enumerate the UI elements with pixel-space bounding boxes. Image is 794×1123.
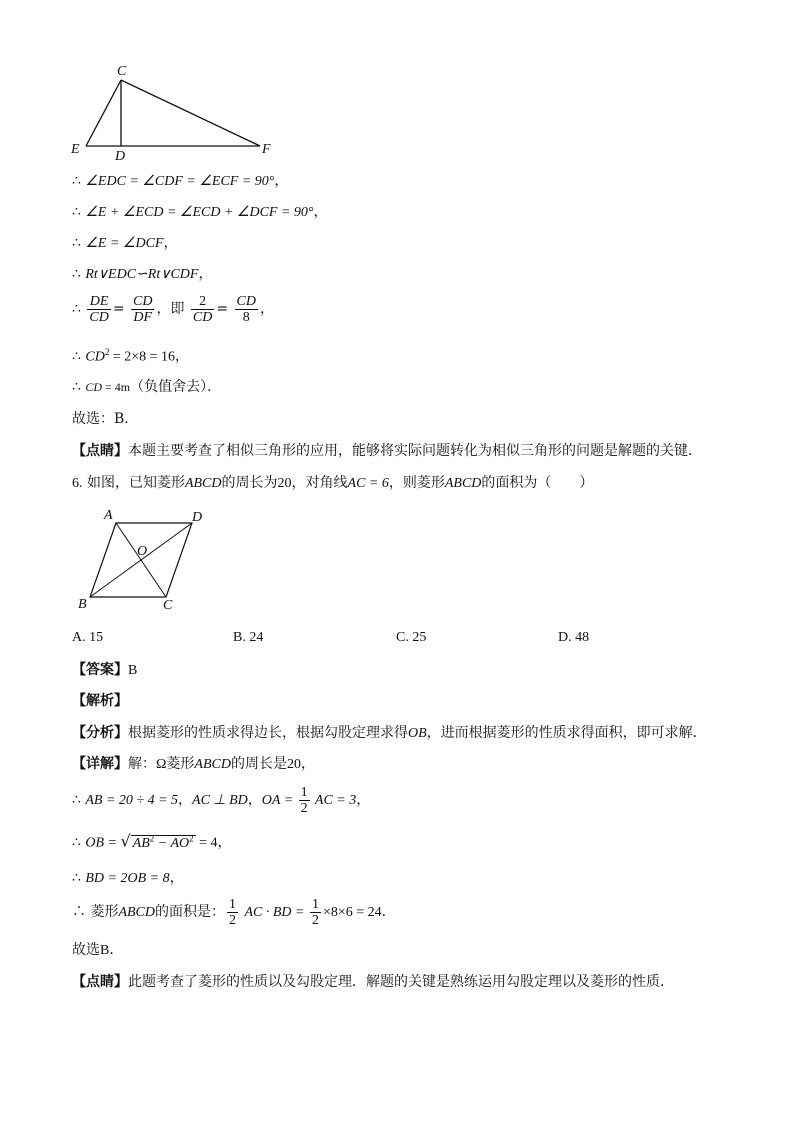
triangle-figure [66, 60, 296, 160]
frac-de-cd: $\frac{DE}{CD}$ [89, 293, 109, 325]
q6-stem: 6. 如图，已知菱形ABCD的周长为20，对角线AC = 6，则菱形ABCD的面积为（ ） [72, 475, 594, 491]
edge-ec [86, 80, 121, 146]
frac-half: $\frac{1}{2}$ [300, 784, 308, 816]
option-d: D. 48 [558, 630, 590, 645]
q6-xiangjie-2: ∴ AB = 20 ÷ 4 = 5，AC ⊥ BD，OA = $\frac{1}{2}$ AC = 3， [72, 784, 371, 816]
sol5-choice: 故选：B． [72, 411, 139, 427]
label-c: C [117, 64, 127, 79]
label-c6: C [163, 598, 173, 613]
edge-cf [121, 80, 260, 146]
sol5-line-3: ∴ ∠E = ∠DCF， [72, 235, 178, 251]
q6-dianjing: 【点睛】此题考查了菱形的性质以及勾股定理．解题的关键是熟练运用勾股定理以及菱形的性质． [72, 974, 674, 990]
rhombus-figure [74, 505, 224, 615]
label-a: A [104, 508, 113, 523]
label-e: E [71, 142, 80, 157]
frac-cd-df: $\frac{CD}{DF}$ [133, 293, 153, 325]
q6-xiangjie-4: ∴ BD = 2OB = 8， [72, 870, 184, 886]
option-c: C. 25 [396, 630, 427, 645]
label-d6: D [192, 510, 203, 525]
q6-xiangjie-3: ∴ OB = √ $AB^2 - AO^2 = 4$， [72, 831, 232, 851]
q6-answer: 【答案】B [72, 662, 138, 678]
frac-half-result: $\frac{1}{2}$ [311, 896, 319, 928]
frac-2-cd: $\frac{2}{CD}$ [192, 293, 213, 325]
sol5-dianjing: 【点睛】本题主要考查了相似三角形的应用，能够将实际问题转化为相似三角形的问题是解题的关键． [72, 443, 702, 459]
label-o: O [137, 544, 148, 559]
q6-jiexi: 【解析】 [72, 693, 128, 709]
label-f: F [262, 142, 271, 157]
diagonal-bd [90, 523, 192, 597]
frac-cd-8: $\frac{CD}{8}$ [236, 293, 256, 325]
label-d: D [115, 149, 126, 160]
q6-choice: 故选B． [72, 942, 124, 958]
sol5-line-1: ∴ ∠EDC = ∠CDF = ∠ECF = 90°， [72, 173, 289, 189]
option-a: A. 15 [72, 630, 104, 645]
sol5-line-7: ∴ CD = 4m（负值舍去）． [72, 379, 222, 395]
sol5-line-2: ∴ ∠E + ∠ECD = ∠ECD + ∠DCF = 90°， [72, 204, 328, 220]
sol5-line-4: ∴ Rt∨EDC∽Rt∨CDF， [72, 266, 213, 282]
option-b: B. 24 [233, 630, 264, 645]
q6-xiangjie-1: 【详解】解：Ω菱形ABCD的周长是20， [72, 756, 315, 772]
q6-xiangjie-5: ∴ 菱形ABCD的面积是： $\frac{1}{2}$ AC · BD = $\frac{1}{2}$ ×8×6 = 24． [72, 896, 396, 928]
label-b: B [78, 597, 87, 612]
q6-fenxi: 【分析】根据菱形的性质求得边长，根据勾股定理求得OB，进而根据菱形的性质求得面积，即可求解． [72, 725, 707, 741]
sqrt-expression: $AB^2 - AO^2$ [132, 833, 194, 851]
frac-half-area: $\frac{1}{2}$ [229, 896, 237, 928]
sol5-line-6: ∴ $CD^2 = 2\times 8 = 16$， [72, 347, 189, 365]
sol5-line-5: ∴ $\frac{DE}{CD}$ = $\frac{CD}{DF}$ ，即 $\frac{2}{CD}$ = $\frac{CD}{8}$ ， [72, 293, 274, 325]
